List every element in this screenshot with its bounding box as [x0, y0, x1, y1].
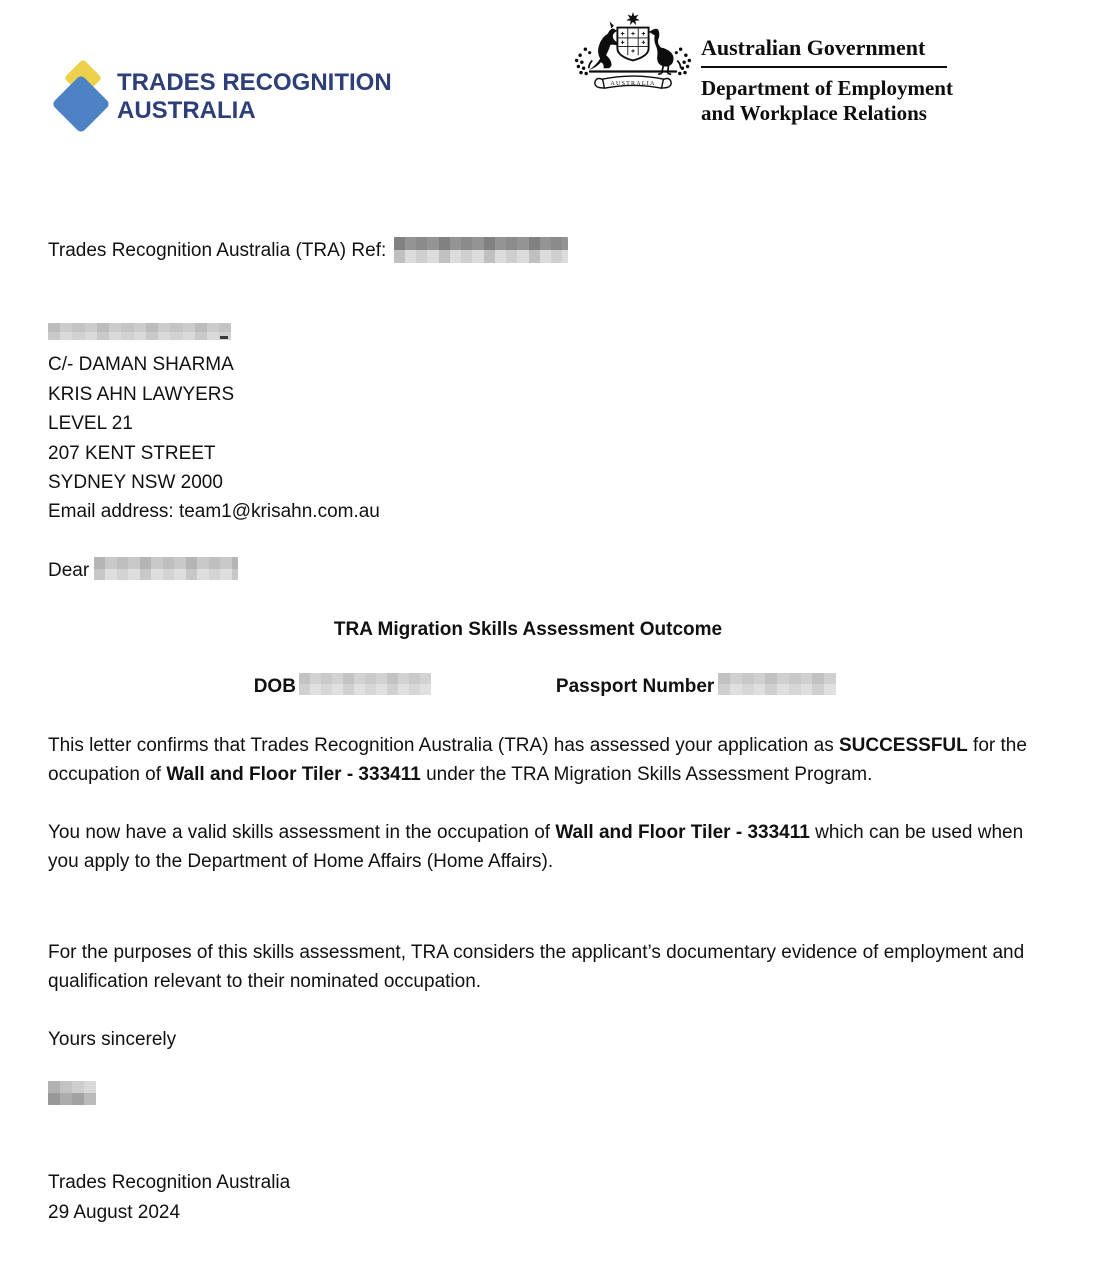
redacted-signature — [48, 1081, 96, 1105]
signoff-block — [48, 1168, 1052, 1227]
gov-divider — [701, 66, 947, 68]
salutation-line — [48, 556, 1052, 585]
gov-dept-line1: Department of Employment — [701, 76, 953, 100]
redacted-passport-value — [718, 673, 836, 695]
tra-wordmark-line1: TRADES RECOGNITION — [117, 69, 392, 96]
identity-row — [48, 672, 1052, 701]
address-email: Email address: team1@krisahn.com.au — [48, 501, 380, 523]
occupation-code: Wall and Floor Tiler - 333411 — [555, 822, 810, 843]
gov-title: Australian Government — [701, 35, 926, 60]
tra-logo — [48, 58, 392, 134]
redacted-salutation-name — [94, 557, 238, 580]
tra-diamond-icon — [48, 58, 114, 134]
paragraph-outcome — [48, 731, 1052, 789]
tra-wordmark — [117, 58, 392, 134]
reference-label: Trades Recognition Australia (TRA) Ref: — [48, 240, 387, 261]
occupation-code: Wall and Floor Tiler - 333411 — [166, 764, 421, 785]
paragraph-text: for the occupation of — [48, 735, 1027, 785]
redacted-dob-value — [299, 673, 431, 695]
salutation-label: Dear — [48, 560, 90, 581]
paragraph-text: under the TRA Migration Skills Assessment Program. — [420, 764, 873, 785]
address-city: SYDNEY NSW 2000 — [48, 472, 223, 494]
paragraph-text: You now have a valid skills assessment in the occupation of — [48, 822, 556, 843]
recipient-address — [48, 321, 1052, 527]
address-firm: KRIS AHN LAWYERS — [48, 383, 235, 405]
passport-label: Passport Number — [555, 676, 715, 697]
paragraph-validity — [48, 818, 1052, 876]
address-level: LEVEL 21 — [48, 413, 133, 435]
dob-label: DOB — [253, 676, 296, 697]
paragraph-text: which can be used when you apply to the Department of Home Affairs (Home Affairs). — [48, 822, 1024, 872]
paragraph-evidence: For the purposes of this skills assessment, TRA considers the applicant’s documentary evidence of employment and qualification relevant to their nominated occupation. — [48, 942, 1025, 992]
signoff-date: 29 August 2024 — [48, 1201, 181, 1223]
gov-header-text — [701, 36, 953, 125]
subject-title: TRA Migration Skills Assessment Outcome — [333, 619, 723, 640]
crest-banner-text: AUSTRALIA — [610, 81, 656, 88]
tra-wordmark-line2: AUSTRALIA — [117, 97, 256, 124]
redacted-recipient-name — [48, 323, 231, 340]
outcome-successful: SUCCESSFUL — [838, 735, 968, 756]
reference-line — [48, 236, 1052, 265]
redacted-reference-number — [394, 237, 568, 263]
address-care-of: C/- DAMAN SHARMA — [48, 354, 234, 376]
australian-coat-of-arms-icon — [568, 10, 698, 104]
signoff-organisation: Trades Recognition Australia — [48, 1172, 291, 1193]
gov-dept-line2: and Workplace Relations — [701, 100, 927, 125]
closing-line: Yours sincerely — [48, 1029, 177, 1050]
paragraph-text: This letter confirms that Trades Recognition Australia (TRA) has assessed your application as — [48, 735, 839, 756]
address-street: 207 KENT STREET — [48, 442, 216, 464]
